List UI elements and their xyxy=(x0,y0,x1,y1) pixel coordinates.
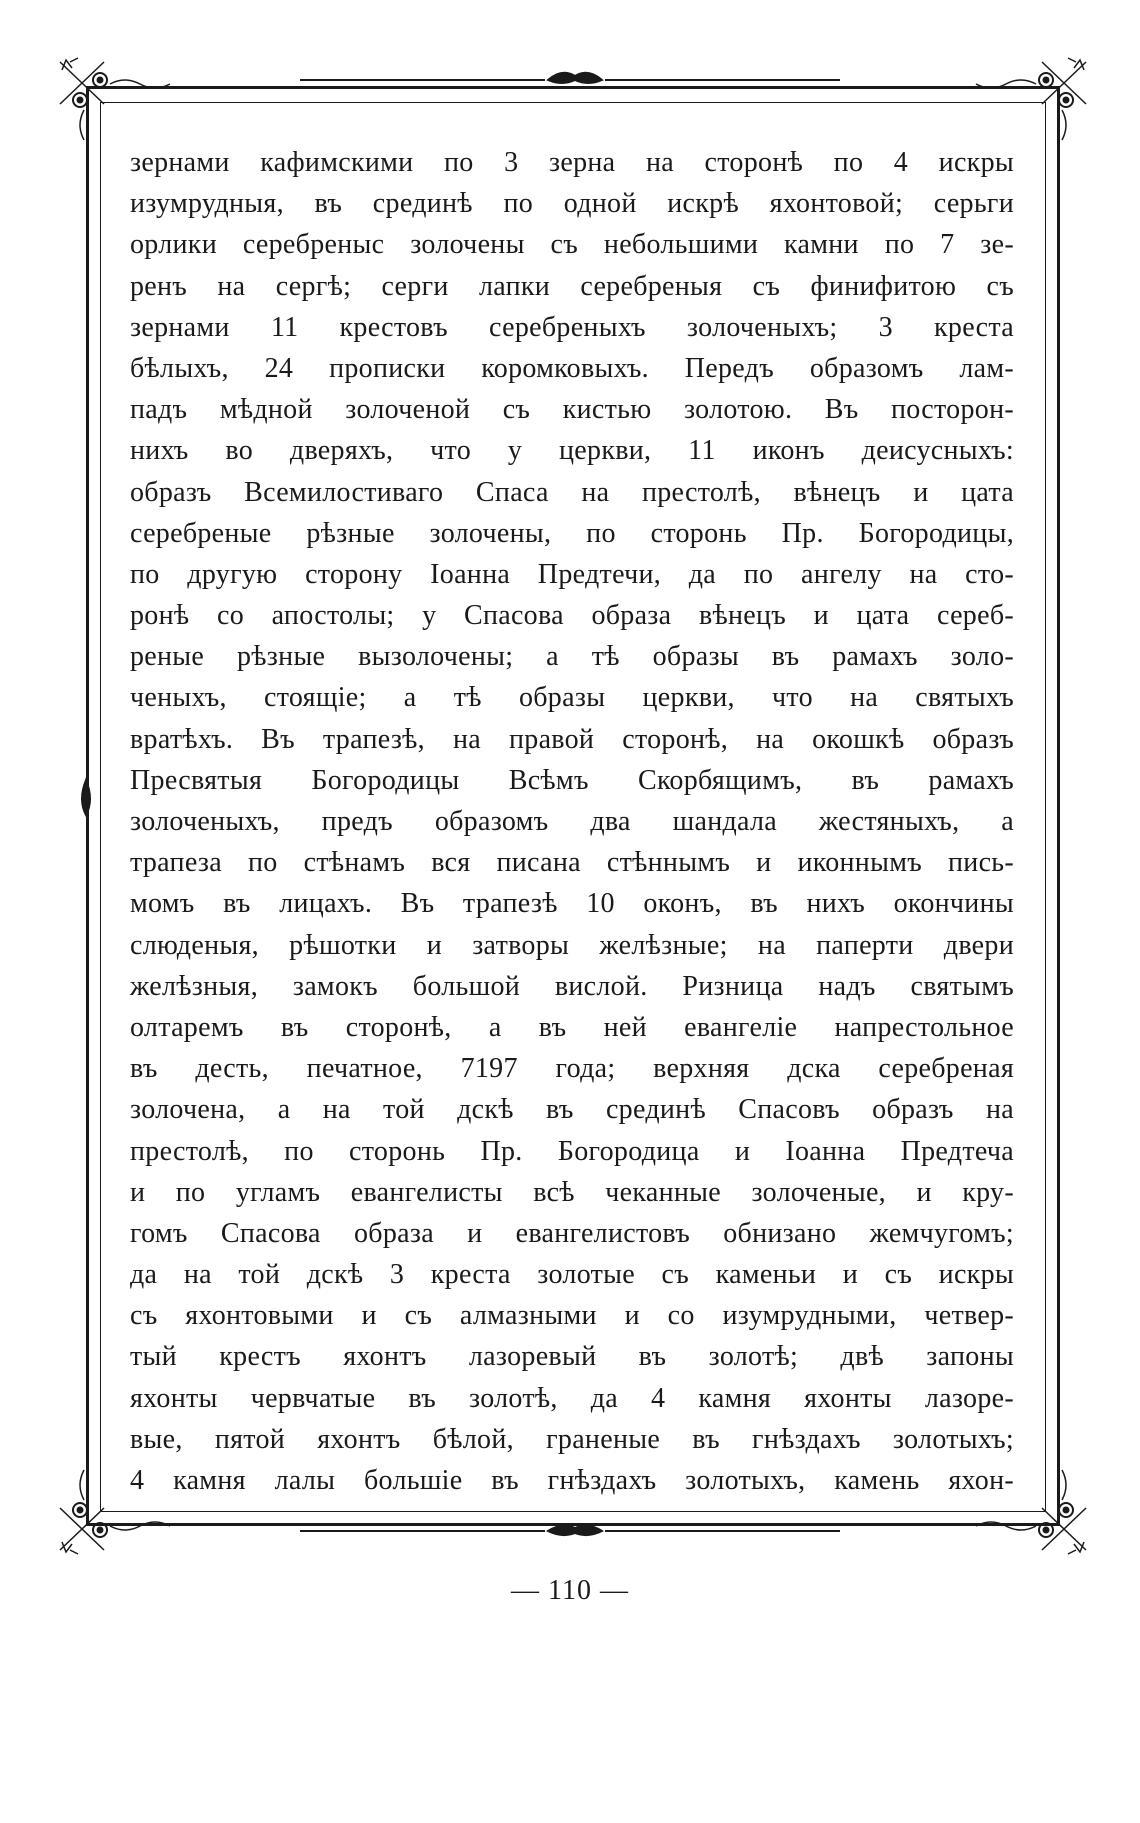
text-line: тый крестъ яхонтъ лазоревый въ золотѣ; двѣ запоны xyxy=(130,1341,1014,1373)
text-line: гомъ Спасова образа и евангелистовъ обнизано жемчугомъ; xyxy=(130,1217,1014,1249)
text-line: слюденыя, рѣшотки и затворы желѣзные; на паперти двери xyxy=(130,929,1014,961)
text-line: ренъ на сергѣ; серги лапки серебреныя съ финифитою съ xyxy=(130,270,1014,302)
text-line: 4 камня лалы большіе въ гнѣздахъ золотыхъ, камень яхон- xyxy=(130,1465,1014,1496)
text-line: олтаремъ въ сторонѣ, а въ ней евангеліе напрестольное xyxy=(130,1011,1014,1043)
text-line: съ яхонтовыми и съ алмазными и со изумрудными, четвер- xyxy=(130,1300,1014,1332)
text-line: ронѣ со апостолы; у Спасова образа вѣнецъ и цата сереб- xyxy=(130,600,1014,632)
text-line: нихъ во дверяхъ, что у церкви, 11 иконъ деисусныхъ: xyxy=(130,435,1014,467)
text-line: яхонты червчатые въ золотѣ, да 4 камня яхонты лазоре- xyxy=(130,1382,1014,1414)
text-line: зернами кафимскими по 3 зерна на сторонѣ по 4 искры xyxy=(130,147,1014,178)
text-line: престолѣ, по сторонь Пр. Богородица и Іоанна Предтеча xyxy=(130,1135,1014,1167)
bottom-center-ornament xyxy=(300,1526,840,1535)
text-line: и по угламъ евангелисты всѣ чеканные золоченые, и кру- xyxy=(130,1176,1014,1208)
text-line: Пресвятыя Богородицы Всѣмъ Скорбящимъ, въ рамахъ xyxy=(130,764,1014,796)
text-line: вые, пятой яхонтъ бѣлой, граненые въ гнѣздахъ золотыхъ; xyxy=(130,1423,1014,1455)
text-line: падъ мѣдной золоченой съ кистью золотою. Въ посторон- xyxy=(130,394,1014,426)
text-line: въ десть, печатное, 7197 года; верхняя дска серебреная xyxy=(130,1053,1014,1085)
text-line: зернами 11 крестовъ серебреныхъ золоченыхъ; 3 креста xyxy=(130,311,1014,343)
text-line: вратѣхъ. Въ трапезѣ, на правой сторонѣ, на окошкѣ образъ xyxy=(130,723,1014,755)
text-line: по другую сторону Іоанна Предтечи, да по ангелу на сто- xyxy=(130,558,1014,590)
text-line: бѣлыхъ, 24 прописки коромковыхъ. Передъ образомъ лам- xyxy=(130,352,1014,384)
top-center-ornament xyxy=(300,73,840,83)
text-line: изумрудныя, въ срединѣ по одной искрѣ яхонтовой; серьги xyxy=(130,188,1014,220)
text-line: образъ Всемилостиваго Спаса на престолѣ, вѣнецъ и цата xyxy=(130,476,1014,508)
text-line: реные рѣзные вызолочены; а тѣ образы въ рамахъ золо- xyxy=(130,641,1014,673)
text-line: трапеза по стѣнамъ вся писана стѣннымъ и иконнымъ пись- xyxy=(130,847,1014,879)
text-line: серебреные рѣзные золочены, по сторонь Пр. Богородицы, xyxy=(130,517,1014,549)
text-line: момъ въ лицахъ. Въ трапезѣ 10 оконъ, въ нихъ окончины xyxy=(130,888,1014,920)
body-text xyxy=(130,142,1014,1501)
text-line: желѣзныя, замокъ большой вислой. Ризница надъ святымъ xyxy=(130,970,1014,1002)
text-line: золоченыхъ, предъ образомъ два шандала жестяныхъ, а xyxy=(130,806,1014,837)
page-number: — 110 — xyxy=(511,1575,629,1606)
text-line: золочена, а на той дскѣ въ срединѣ Спасовъ образъ на xyxy=(130,1094,1014,1126)
text-line: да на той дскѣ 3 креста золотые съ каменьи и съ искры xyxy=(130,1259,1014,1291)
text-line: орлики серебреныс золочены съ небольшими камни по 7 зе- xyxy=(130,229,1014,261)
text-line: ченыхъ, стоящіе; а тѣ образы церкви, что на святыхъ xyxy=(130,682,1014,714)
